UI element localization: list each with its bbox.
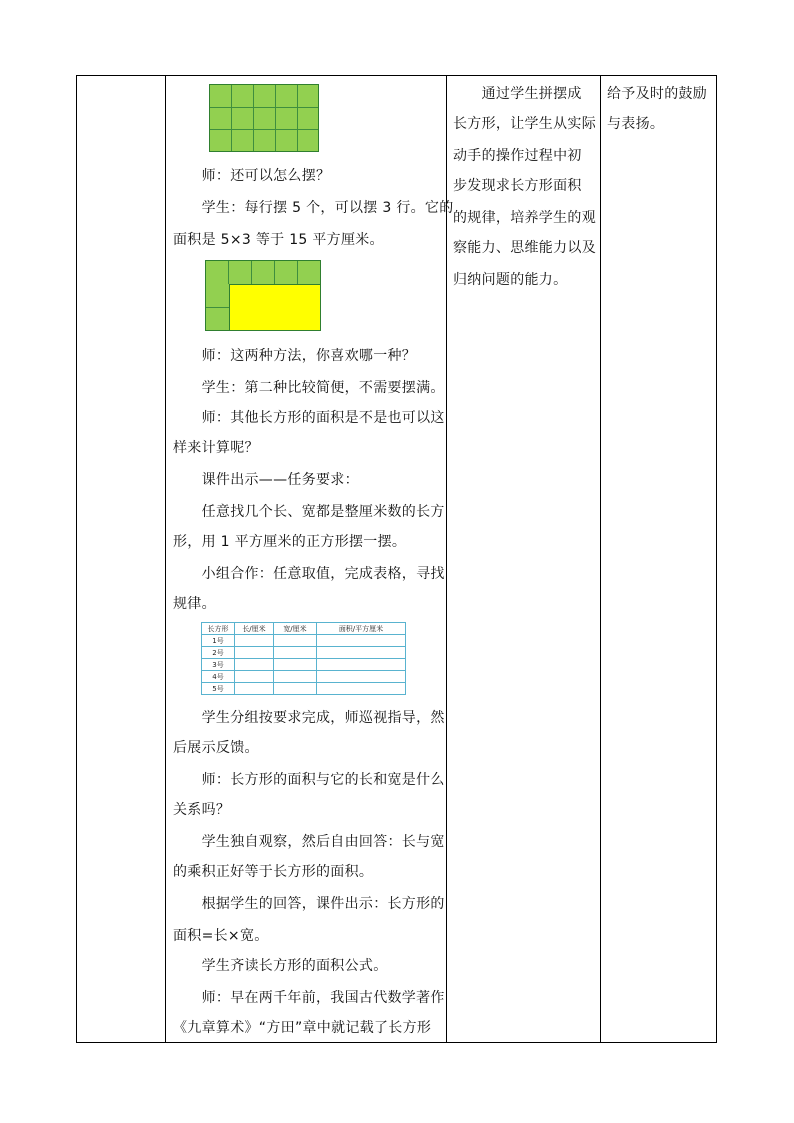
lesson-line: 师：还可以怎么摆？ [173, 168, 331, 184]
table-row: 5号 [202, 683, 406, 695]
table-row: 2号 [202, 647, 406, 659]
evaluation-line: 与表扬。 [607, 116, 665, 132]
lesson-line: 关系吗？ [173, 802, 231, 818]
lesson-line: 规律。 [173, 596, 216, 612]
table-header: 长/厘米 [235, 623, 274, 635]
lesson-line: 学生分组按要求完成，师巡视指导，然 [173, 710, 445, 726]
lesson-line: 后展示反馈。 [173, 740, 259, 756]
lesson-line: 学生齐读长方形的面积公式。 [173, 958, 388, 974]
lesson-line: 根据学生的回答，课件出示：长方形的 [173, 896, 445, 912]
table-header: 宽/厘米 [274, 623, 317, 635]
table-row: 1号 [202, 635, 406, 647]
table-header: 长方形 [202, 623, 235, 635]
lesson-line: 面积=长×宽。 [173, 928, 269, 944]
column-divider [600, 76, 601, 1042]
lesson-line: 的乘积正好等于长方形的面积。 [173, 864, 374, 880]
intent-line: 的规律，培养学生的观 [453, 210, 596, 226]
lesson-line: 师：长方形的面积与它的长和宽是什么 [173, 772, 445, 788]
intent-line: 动手的操作过程中初 [453, 148, 582, 164]
yellow-rectangle [229, 284, 320, 330]
table-header: 面积/平方厘米 [317, 623, 406, 635]
square-grid-figure-full [209, 84, 319, 152]
evaluation-line: 给予及时的鼓励 [607, 86, 708, 102]
lesson-line: 课件出示——任务要求： [173, 472, 359, 488]
lesson-plan-table [76, 75, 717, 1043]
intent-line: 通过学生拼摆成 [453, 86, 582, 102]
intent-line: 步发现求长方形面积 [453, 178, 582, 194]
lesson-line: 任意找几个长、宽都是整厘米数的长方 [173, 504, 445, 520]
lesson-line: 师：早在两千年前，我国古代数学著作 [173, 990, 445, 1006]
square-grid-figure-partial [205, 260, 321, 331]
lesson-line: 学生独自观察，然后自由回答：长与宽 [173, 834, 445, 850]
lesson-line: 师：其他长方形的面积是不是也可以这 [173, 410, 445, 426]
lesson-line: 样来计算呢？ [173, 440, 259, 456]
intent-line: 长方形，让学生从实际 [453, 116, 596, 132]
lesson-line: 形，用 1 平方厘米的正方形摆一摆。 [173, 534, 407, 550]
table-row: 4号 [202, 671, 406, 683]
table-row: 3号 [202, 659, 406, 671]
rectangle-data-table [201, 622, 406, 695]
lesson-line: 师：这两种方法，你喜欢哪一种？ [173, 348, 417, 364]
lesson-line: 面积是 5×3 等于 15 平方厘米。 [173, 232, 384, 248]
lesson-line: 学生：第二种比较简便，不需要摆满。 [173, 380, 445, 396]
column-divider [165, 76, 166, 1042]
intent-line: 归纳问题的能力。 [453, 272, 568, 288]
lesson-line: 学生：每行摆 5 个，可以摆 3 行。它的 [173, 200, 454, 216]
intent-line: 察能力、思维能力以及 [453, 240, 596, 256]
lesson-line: 小组合作：任意取值，完成表格，寻找 [173, 566, 445, 582]
lesson-line: 《九章算术》“方田”章中就记载了长方形 [173, 1020, 432, 1036]
